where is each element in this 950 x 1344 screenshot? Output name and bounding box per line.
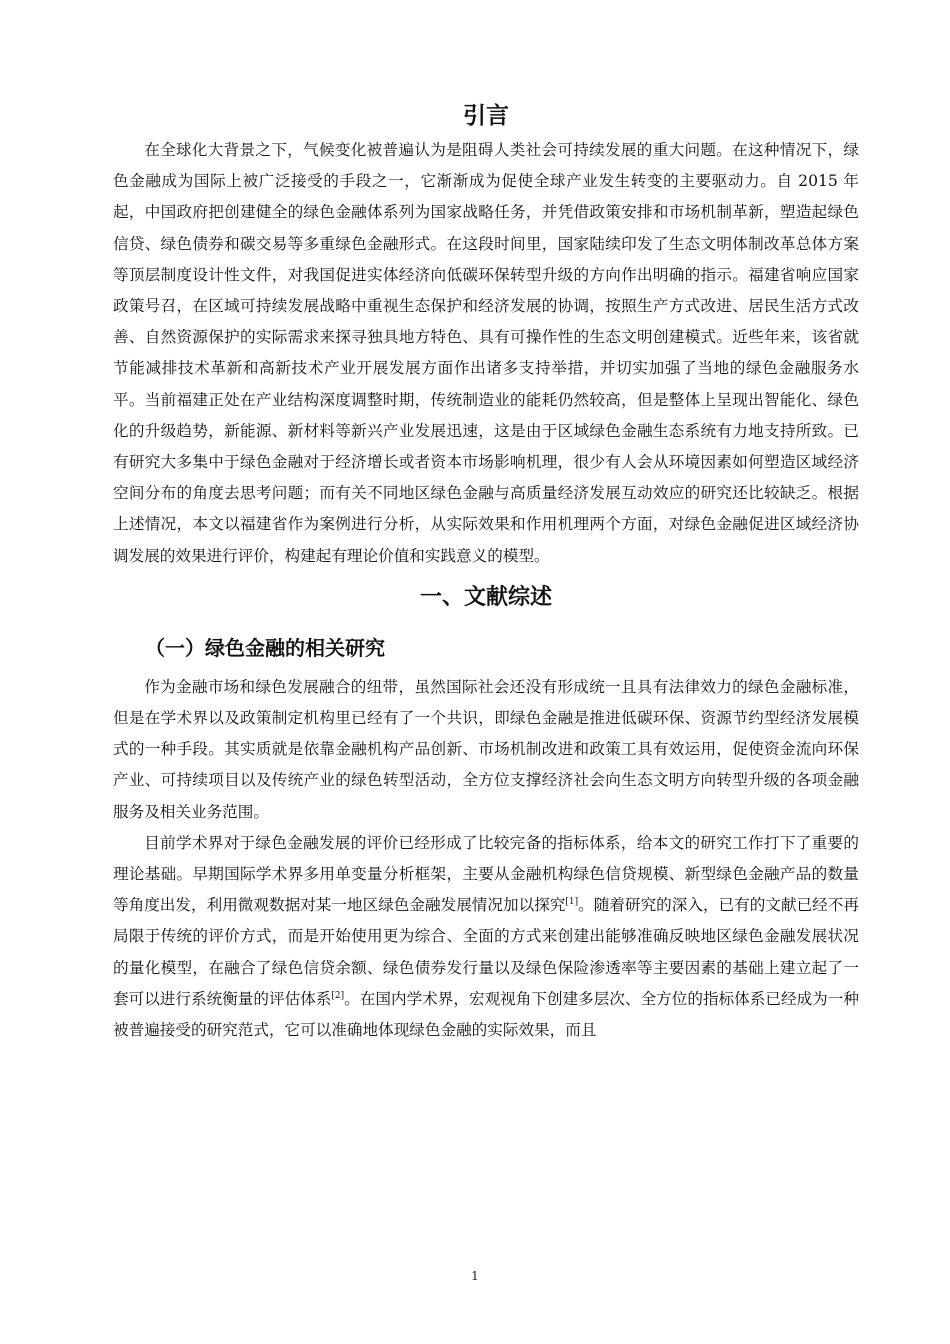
green-finance-definition-paragraph: 作为金融市场和绿色发展融合的纽带，虽然国际社会还没有形成统一且具有法律效力的绿色金融标准，但是在学术界以及政策制定机构里已经有了一个共识，即绿色金融是推进低碳环保、资源节约型经济发展模式的一种手段。其实质就是依靠金融机构产品创新、市场机制改进和政策工具有效运用，促使资金流向环保产业、可持续项目以及传统产业的绿色转型活动，全方位支撑经济社会向生态文明方向转型升级的各项金融服务及相关业务范围。 bbox=[113, 677, 859, 821]
paragraph-text: 。在国内学术界，宏观视角下创建多层次、全方位的指标体系已经成为一种被普遍接受的研究范式，它可以准确地体现绿色金融的实际效果，而且 bbox=[113, 989, 859, 1040]
page-number: 1 bbox=[471, 1269, 479, 1283]
section-heading-literature-review: 一、文献综述 bbox=[419, 584, 552, 610]
subsection-heading-green-finance: （一）绿色金融的相关研究 bbox=[145, 635, 385, 660]
intro-paragraph: 在全球化大背景之下，气候变化被普遍认为是阻碍人类社会可持续发展的重大问题。在这种情况下，绿色金融成为国际上被广泛接受的手段之一，它渐渐成为促使全球产业发生转变的主要驱动力。自 2015 年起，中国政府把创建健全的绿色金融体系列为国家战略任务，并凭借政策安排和市场机制革新，塑造起绿色信贷、绿色债券和碳交易等多重绿色金融形式。在这段时间里，国家陆续印发了生态文明体制改革总体方案等顶层制度设计性文件，对我国促进实体经济向低碳环保转型升级的方向作出明确的指示。福建省响应国家政策号召，在区域可持续发展战略中重视生态保护和经济发展的协调，按照生产方式改进、居民生活方式改善、自然资源保护的实际需求来探寻独具地方特色、具有可操作性的生态文明创建模式。近些年来，该省就节能减排技术革新和高新技术产业开展发展方面作出诸多支持举措，并切实加强了当地的绿色金融服务水平。当前福建正处在产业结构深度调整时期，传统制造业的能耗仍然较高，但是整体上呈现出智能化、绿色化的升级趋势，新能源、新材料等新兴产业发展迅速，这是由于区域绿色金融生态系统有力地支持所致。已有研究大多集中于绿色金融对于经济增长或者资本市场影响机理，很少有人会从环境因素如何塑造区域经济空间分布的角度去思考问题；而有关不同地区绿色金融与高质量经济发展互动效应的研究还比较缺乏。根据上述情况，本文以福建省作为案例进行分析，从实际效果和作用机理两个方面，对绿色金融促进区域经济协调发展的效果进行评价，构建起有理论价值和实践意义的模型。 bbox=[113, 141, 859, 565]
paragraph-text: 。随着研究的深入，已有的文献已经不再局限于传统的评价方式，而是开始使用更为综合、全面的方式来创建出能够准确反映地区绿色金融发展状况的量化模型，在融合了绿色信贷余额、绿色债券发行量以及绿色保险渗透率等主要因素的基础上建立起了一套可以进行系统衡量的评估体系 bbox=[113, 896, 859, 1008]
citation-ref-1[interactable]: [1] bbox=[565, 897, 579, 908]
intro-heading: 引言 bbox=[463, 103, 509, 129]
evaluation-system-paragraph bbox=[113, 828, 859, 1046]
citation-ref-2[interactable]: [2] bbox=[331, 990, 345, 1001]
page-content bbox=[113, 97, 859, 1046]
paragraph-text: 目前学术界对于绿色金融发展的评价已经形成了比较完备的指标体系，给本文的研究工作打下了重要的理论基础。早期国际学术界多用单变量分析框架，主要从金融机构绿色信贷规模、新型绿色金融产品的数量等角度出发，利用微观数据对某一地区绿色金融发展情况加以探究 bbox=[113, 833, 859, 915]
